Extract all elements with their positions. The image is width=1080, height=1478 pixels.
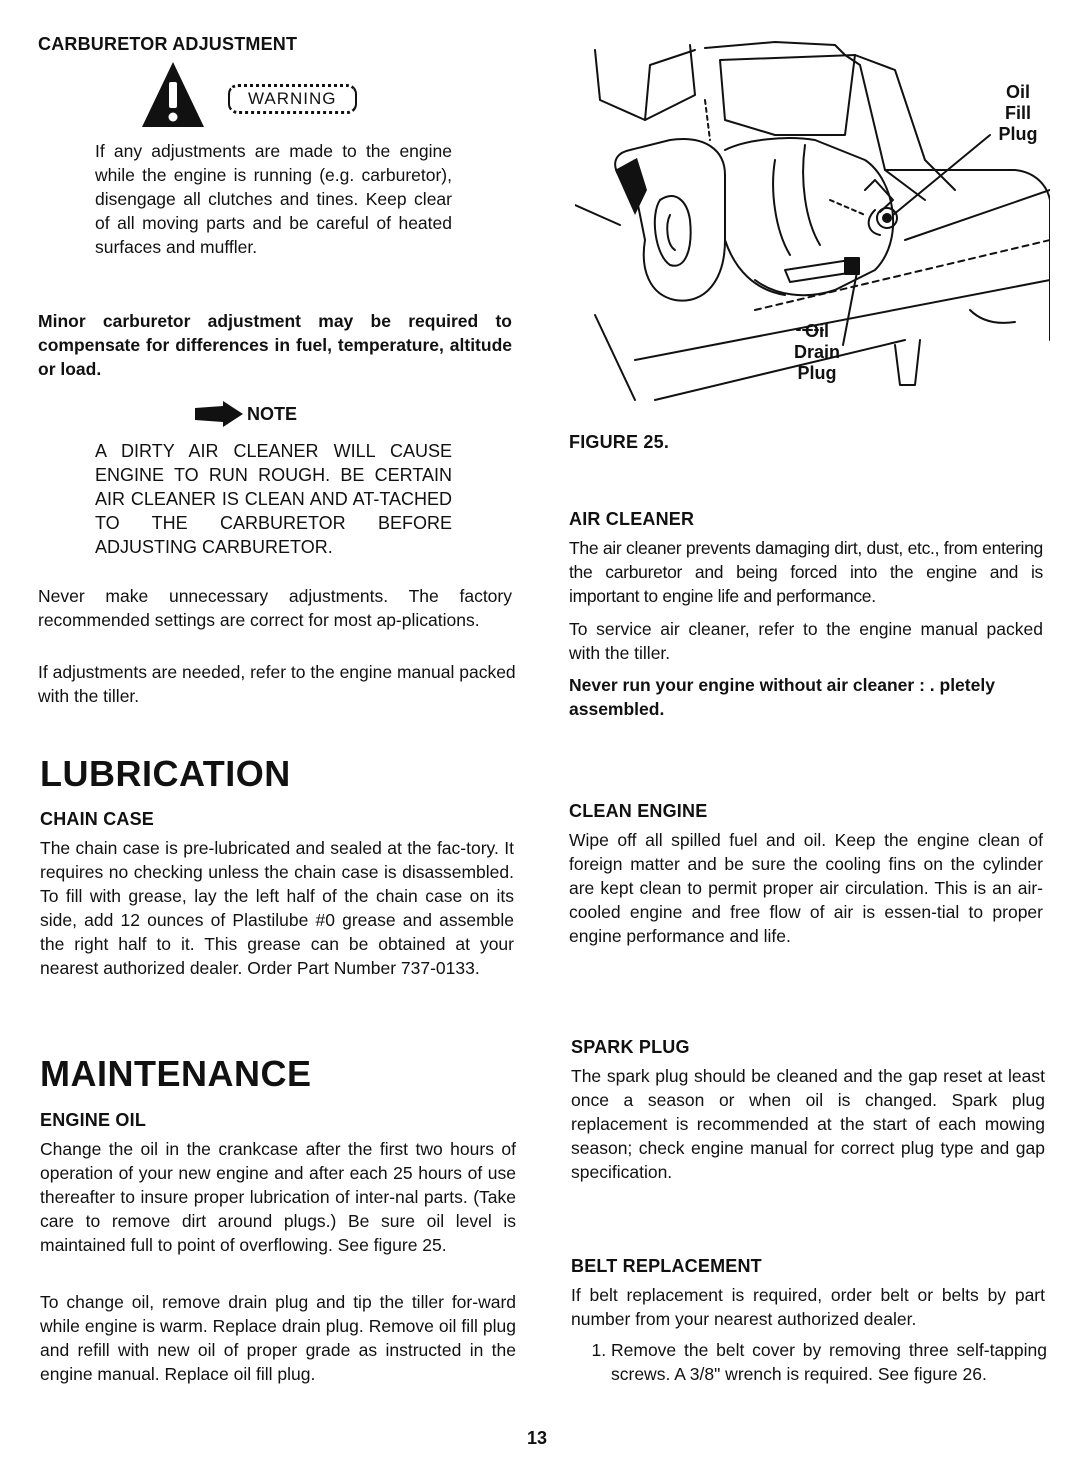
note-arrow-icon <box>193 401 245 427</box>
oil-drain-plug-label-line1: Oil <box>804 321 829 341</box>
air-cleaner-warning-text: Never run your engine without air cleaner : . pletely assembled. <box>569 675 995 719</box>
belt-replacement-text: If belt replacement is required, order belt or belts by part number from your nearest authorized dealer. <box>571 1285 1045 1329</box>
note-label: NOTE <box>247 404 298 424</box>
oil-drain-plug-label <box>785 321 849 384</box>
oil-fill-plug-label-line1: Oil <box>1005 82 1030 102</box>
air-cleaner-text-2: To service air cleaner, refer to the engine manual packed with the tiller. <box>569 619 1043 663</box>
engine-oil-text-1: Change the oil in the crankcase after the first two hours of operation of your new engine and after each 25 hours of use thereafter to insure proper lubrication of inter-nal parts. (Take care to remove dirt around plugs.) Be sure oil level is maintained full to point of overflowing. See figure 25. <box>40 1139 516 1255</box>
unnecessary-adjustments-text: Never make unnecessary adjustments. The factory recommended settings are correct for most ap-plications. <box>38 586 512 630</box>
warning-text: If any adjustments are made to the engine while the engine is running (e.g. carburetor), disengage all clutches and tines. Keep clear of all moving parts and be careful of heated surfaces and muffler. <box>95 141 452 257</box>
warning-triangle-icon <box>140 60 206 130</box>
engine-oil-text-2: To change oil, remove drain plug and tip the tiller for-ward while engine is warm. Replace drain plug. Remove oil fill plug and refill with new oil of proper grade as instructed in the engine manual. Replace oil fill plug. <box>40 1292 516 1384</box>
minor-adjustment-text: Minor carburetor adjustment may be required to compensate for differences in fuel, temperature, altitude or load. <box>38 311 512 379</box>
note-text: A DIRTY AIR CLEANER WILL CAUSE ENGINE TO RUN ROUGH. BE CERTAIN AIR CLEANER IS CLEAN AND AT-TACHED TO THE CARBURETOR BEFORE ADJUSTING CARBURETOR. <box>95 441 452 557</box>
air-cleaner-text-1: The air cleaner prevents damaging dirt, dust, etc., from entering the carburetor and being forced into the engine and is important to engine life and performance. <box>569 538 1043 606</box>
maintenance-title: MAINTENANCE <box>40 1053 312 1094</box>
chain-case-heading: CHAIN CASE <box>40 809 155 829</box>
oil-fill-plug-label-line3: Plug <box>998 124 1038 144</box>
belt-step-1: 1. Remove the belt cover by removing three self-tapping screws. A 3/8" wrench is required. See figure 26. <box>611 1338 1047 1386</box>
clean-engine-heading: CLEAN ENGINE <box>569 801 708 821</box>
adjustments-needed-text: If adjustments are needed, refer to the engine manual packed with the tiller. <box>38 662 516 706</box>
figure-25-caption: FIGURE 25. <box>569 432 670 452</box>
lubrication-title: LUBRICATION <box>40 753 291 794</box>
oil-drain-plug-label-line3: Plug <box>797 363 837 383</box>
page-number: 13 <box>527 1428 548 1448</box>
spark-plug-text: The spark plug should be cleaned and the gap reset at least once a season or when oil is changed. Spark plug replacement is recommended at the start of each mowing season; check engine manual for correct plug type and gap specification. <box>571 1066 1045 1182</box>
warning-label: WARNING <box>228 84 357 114</box>
chain-case-text: The chain case is pre-lubricated and sealed at the fac-tory. It requires no checking unless the chain case is disassembled. To fill with grease, lay the left half of the chain case on its side, add 12 ounces of Plastilube #0 grease and assemble the right half to it. This grease can be obtained at your nearest authorized dealer. Order Part Number 737-0133. <box>40 838 514 978</box>
oil-fill-plug-label-line2: Fill <box>1005 103 1031 123</box>
oil-fill-plug-label <box>993 82 1043 145</box>
spark-plug-heading: SPARK PLUG <box>571 1037 690 1057</box>
belt-steps-list <box>571 1338 1047 1386</box>
warning-label-box <box>228 84 357 114</box>
oil-drain-plug-label-line2: Drain <box>793 342 840 362</box>
belt-replacement-heading: BELT REPLACEMENT <box>571 1256 762 1276</box>
engine-oil-heading: ENGINE OIL <box>40 1110 147 1130</box>
carburetor-adjustment-heading: CARBURETOR ADJUSTMENT <box>38 34 298 54</box>
clean-engine-text: Wipe off all spilled fuel and oil. Keep the engine clean of foreign matter and be sure the cooling fins on the cylinder are kept clean to permit proper air circulation. This is an air-cooled engine and free flow of air is essen-tial to proper engine performance and life. <box>569 830 1043 946</box>
air-cleaner-heading: AIR CLEANER <box>569 509 695 529</box>
